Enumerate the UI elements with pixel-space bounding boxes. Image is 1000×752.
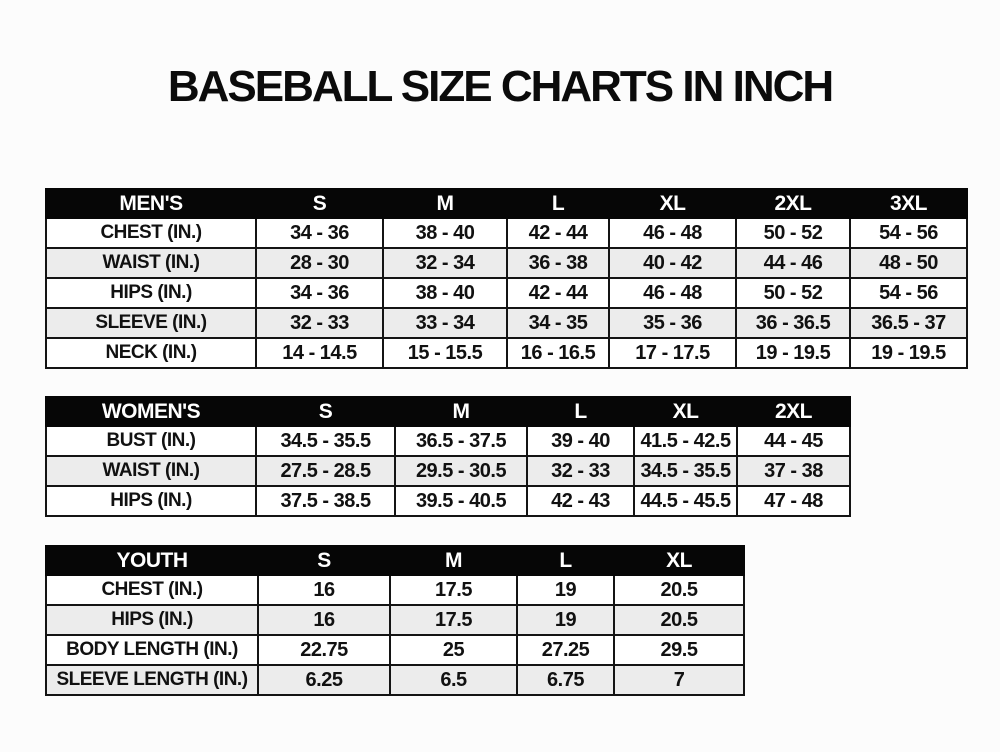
size-value-cell: 32 - 34 [383, 248, 507, 278]
size-header-cell: M [383, 189, 507, 218]
mens-table-title-cell: MEN'S [46, 189, 256, 218]
size-value-cell: 50 - 52 [736, 218, 850, 248]
size-value-cell: 14 - 14.5 [256, 338, 383, 368]
size-value-cell: 42 - 44 [507, 278, 609, 308]
size-header-cell: M [390, 546, 517, 575]
size-value-cell: 19 - 19.5 [850, 338, 967, 368]
measurement-label: SLEEVE LENGTH (IN.) [46, 665, 258, 695]
mens-header-row [46, 189, 967, 218]
size-header-cell: XL [614, 546, 744, 575]
size-value-cell: 17.5 [390, 575, 517, 605]
size-value-cell: 44.5 - 45.5 [634, 486, 737, 516]
size-value-cell: 28 - 30 [256, 248, 383, 278]
youth-table-title-cell: YOUTH [46, 546, 258, 575]
measurement-label: WAIST (IN.) [46, 248, 256, 278]
measurement-row [46, 338, 967, 368]
size-header-cell: 2XL [736, 189, 850, 218]
size-value-cell: 20.5 [614, 605, 744, 635]
size-value-cell: 6.25 [258, 665, 390, 695]
size-value-cell: 50 - 52 [736, 278, 850, 308]
youth-size-table [45, 545, 745, 696]
size-value-cell: 16 [258, 605, 390, 635]
size-header-cell: S [256, 189, 383, 218]
size-header-cell: L [517, 546, 614, 575]
size-header-cell: L [527, 397, 634, 426]
size-value-cell: 16 - 16.5 [507, 338, 609, 368]
measurement-row [46, 218, 967, 248]
size-value-cell: 6.75 [517, 665, 614, 695]
measurement-label: HIPS (IN.) [46, 605, 258, 635]
size-value-cell: 37 - 38 [737, 456, 850, 486]
size-header-cell: S [256, 397, 395, 426]
measurement-label: NECK (IN.) [46, 338, 256, 368]
size-value-cell: 19 - 19.5 [736, 338, 850, 368]
size-value-cell: 35 - 36 [609, 308, 736, 338]
size-value-cell: 36 - 36.5 [736, 308, 850, 338]
size-value-cell: 25 [390, 635, 517, 665]
size-value-cell: 32 - 33 [256, 308, 383, 338]
size-value-cell: 46 - 48 [609, 218, 736, 248]
measurement-row [46, 575, 744, 605]
mens-size-table [45, 188, 968, 369]
size-header-cell: XL [634, 397, 737, 426]
size-value-cell: 36.5 - 37 [850, 308, 967, 338]
measurement-label: SLEEVE (IN.) [46, 308, 256, 338]
size-value-cell: 40 - 42 [609, 248, 736, 278]
size-value-cell: 17 - 17.5 [609, 338, 736, 368]
measurement-label: WAIST (IN.) [46, 456, 256, 486]
size-header-cell: M [395, 397, 527, 426]
measurement-row [46, 456, 850, 486]
size-value-cell: 44 - 45 [737, 426, 850, 456]
size-value-cell: 33 - 34 [383, 308, 507, 338]
size-value-cell: 38 - 40 [383, 278, 507, 308]
size-value-cell: 7 [614, 665, 744, 695]
size-value-cell: 38 - 40 [383, 218, 507, 248]
measurement-label: BUST (IN.) [46, 426, 256, 456]
size-value-cell: 19 [517, 575, 614, 605]
size-value-cell: 27.25 [517, 635, 614, 665]
measurement-row [46, 635, 744, 665]
womens-table-title-cell: WOMEN'S [46, 397, 256, 426]
size-value-cell: 16 [258, 575, 390, 605]
womens-header-row [46, 397, 850, 426]
size-value-cell: 6.5 [390, 665, 517, 695]
measurement-label: HIPS (IN.) [46, 486, 256, 516]
measurement-row [46, 248, 967, 278]
measurement-row [46, 426, 850, 456]
size-value-cell: 17.5 [390, 605, 517, 635]
size-value-cell: 41.5 - 42.5 [634, 426, 737, 456]
size-value-cell: 36.5 - 37.5 [395, 426, 527, 456]
size-value-cell: 34.5 - 35.5 [634, 456, 737, 486]
size-value-cell: 29.5 - 30.5 [395, 456, 527, 486]
measurement-label: BODY LENGTH (IN.) [46, 635, 258, 665]
size-value-cell: 54 - 56 [850, 218, 967, 248]
measurement-label: HIPS (IN.) [46, 278, 256, 308]
size-value-cell: 37.5 - 38.5 [256, 486, 395, 516]
size-value-cell: 22.75 [258, 635, 390, 665]
size-value-cell: 39 - 40 [527, 426, 634, 456]
size-value-cell: 46 - 48 [609, 278, 736, 308]
size-header-cell: 3XL [850, 189, 967, 218]
size-value-cell: 32 - 33 [527, 456, 634, 486]
measurement-row [46, 665, 744, 695]
size-value-cell: 34 - 35 [507, 308, 609, 338]
measurement-row [46, 486, 850, 516]
size-value-cell: 15 - 15.5 [383, 338, 507, 368]
size-header-cell: S [258, 546, 390, 575]
size-value-cell: 27.5 - 28.5 [256, 456, 395, 486]
size-value-cell: 29.5 [614, 635, 744, 665]
size-value-cell: 47 - 48 [737, 486, 850, 516]
womens-size-table [45, 396, 851, 517]
size-value-cell: 39.5 - 40.5 [395, 486, 527, 516]
size-value-cell: 34 - 36 [256, 278, 383, 308]
size-header-cell: L [507, 189, 609, 218]
measurement-label: CHEST (IN.) [46, 218, 256, 248]
youth-header-row [46, 546, 744, 575]
page-title: BASEBALL SIZE CHARTS IN INCH [167, 62, 833, 111]
size-value-cell: 54 - 56 [850, 278, 967, 308]
measurement-row [46, 278, 967, 308]
size-value-cell: 34.5 - 35.5 [256, 426, 395, 456]
size-value-cell: 36 - 38 [507, 248, 609, 278]
measurement-row [46, 605, 744, 635]
size-value-cell: 20.5 [614, 575, 744, 605]
size-header-cell: 2XL [737, 397, 850, 426]
size-value-cell: 44 - 46 [736, 248, 850, 278]
measurement-row [46, 308, 967, 338]
size-header-cell: XL [609, 189, 736, 218]
size-value-cell: 42 - 43 [527, 486, 634, 516]
size-value-cell: 19 [517, 605, 614, 635]
size-value-cell: 48 - 50 [850, 248, 967, 278]
size-value-cell: 34 - 36 [256, 218, 383, 248]
measurement-label: CHEST (IN.) [46, 575, 258, 605]
size-value-cell: 42 - 44 [507, 218, 609, 248]
